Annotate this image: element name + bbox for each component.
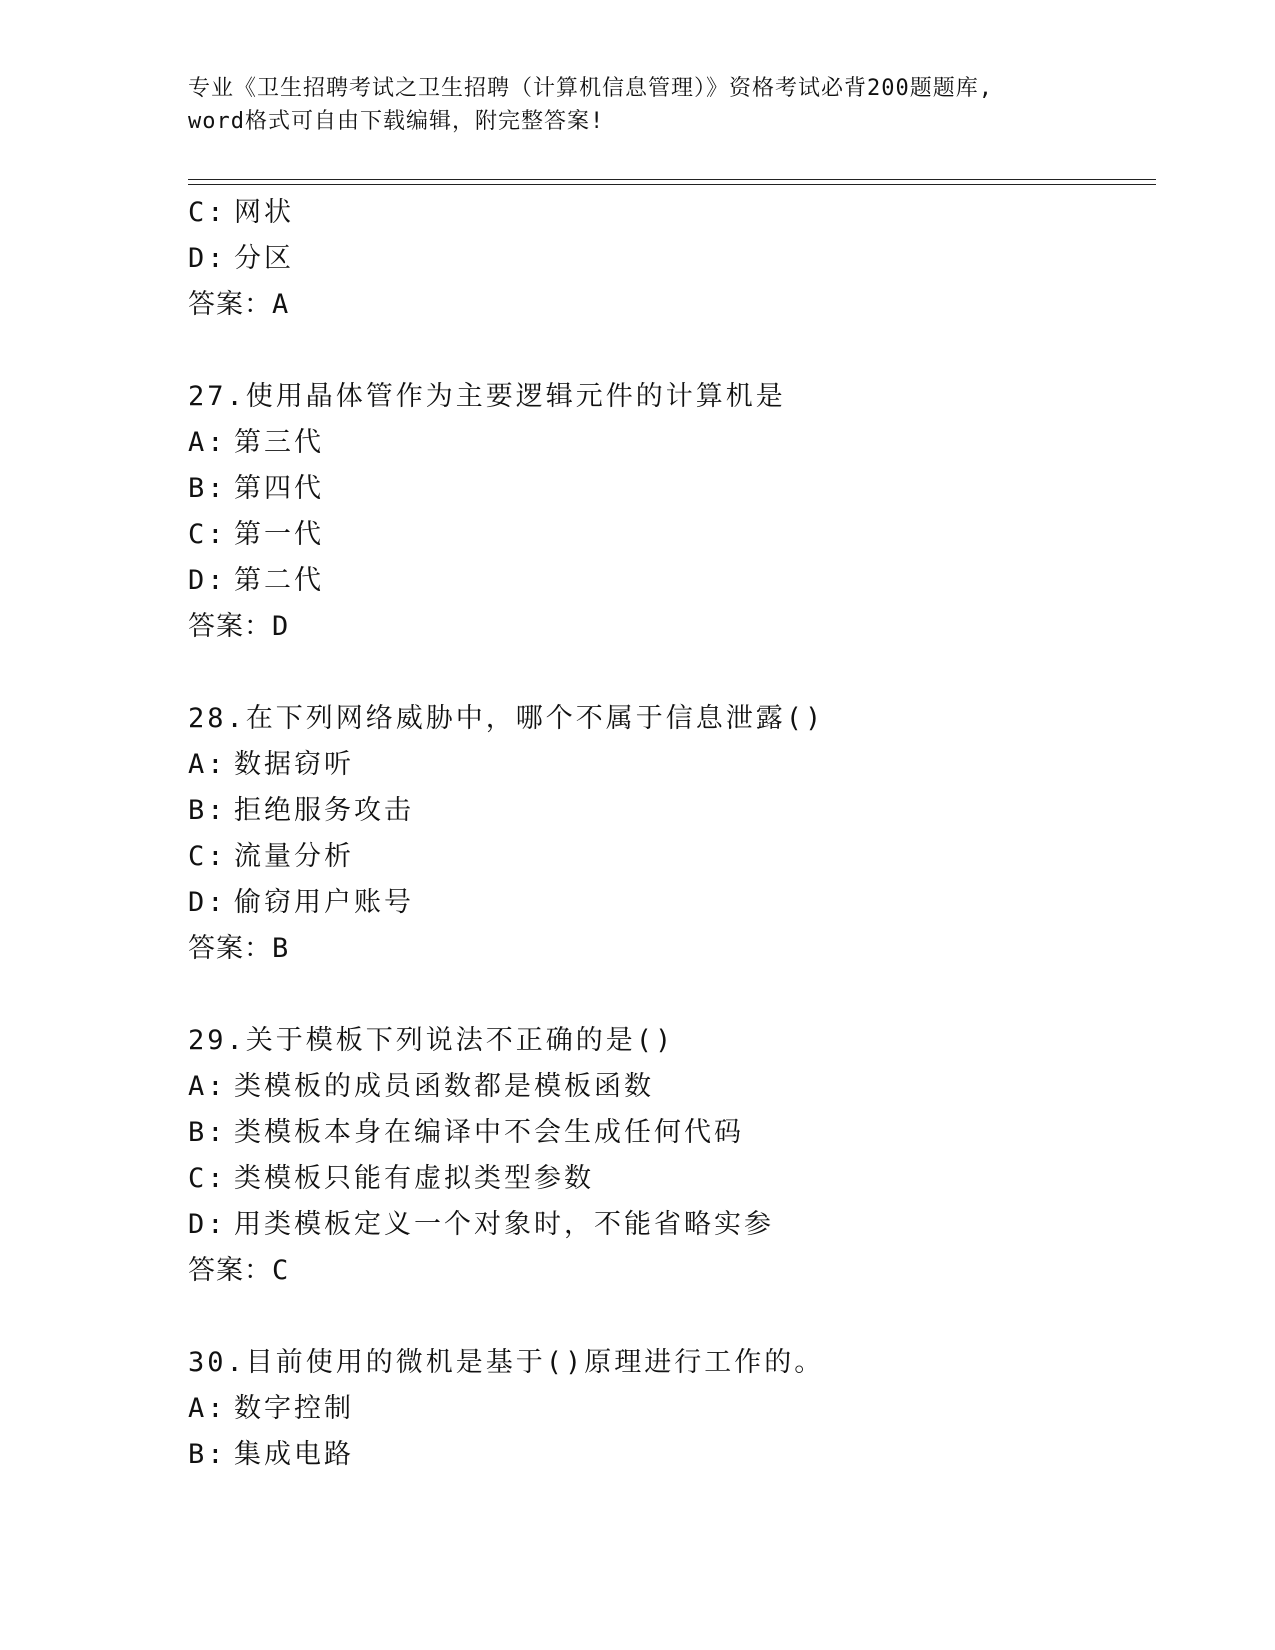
answer-label: 答案：	[188, 611, 272, 642]
answer-value: C	[272, 1255, 290, 1286]
option-text: 网状	[234, 197, 294, 228]
answer-label: 答案：	[188, 1255, 272, 1286]
answer-value: A	[272, 289, 290, 320]
option-d	[188, 1202, 1156, 1248]
option-b	[188, 788, 1156, 834]
option-a	[188, 1386, 1156, 1432]
question-title: 28.在下列网络威胁中，哪个不属于信息泄露()	[188, 703, 825, 734]
option-b	[188, 466, 1156, 512]
option-text: 数字控制	[234, 1393, 354, 1424]
option-text: 类模板只能有虚拟类型参数	[234, 1163, 594, 1194]
option-letter: D:	[188, 243, 227, 274]
option-text: 拒绝服务攻击	[234, 795, 414, 826]
option-d	[188, 558, 1156, 604]
question-27	[188, 374, 1156, 650]
question-title: 30.目前使用的微机是基于()原理进行工作的。	[188, 1347, 825, 1378]
question-title: 27.使用晶体管作为主要逻辑元件的计算机是	[188, 381, 786, 412]
answer-value: B	[272, 933, 290, 964]
option-c	[188, 834, 1156, 880]
option-letter: A:	[188, 427, 227, 458]
document-header	[188, 72, 1088, 138]
answer-value: D	[272, 611, 290, 642]
option-letter: B:	[188, 473, 227, 504]
option-c	[188, 190, 1156, 236]
option-letter: C:	[188, 841, 227, 872]
option-b	[188, 1432, 1156, 1478]
option-letter: D:	[188, 1209, 227, 1240]
option-text: 分区	[234, 243, 294, 274]
option-text: 第一代	[234, 519, 324, 550]
option-text: 第四代	[234, 473, 324, 504]
option-letter: C:	[188, 519, 227, 550]
option-text: 类模板的成员函数都是模板函数	[234, 1071, 654, 1102]
spacer	[188, 650, 1156, 696]
answer-line	[188, 1248, 1156, 1294]
answer-line	[188, 604, 1156, 650]
option-text: 用类模板定义一个对象时，不能省略实参	[234, 1209, 774, 1240]
option-letter: B:	[188, 1439, 227, 1470]
option-letter: A:	[188, 749, 227, 780]
answer-line	[188, 282, 1156, 328]
option-letter: B:	[188, 795, 227, 826]
answer-line	[188, 926, 1156, 972]
question-title: 29.关于模板下列说法不正确的是()	[188, 1025, 675, 1056]
option-letter: A:	[188, 1071, 227, 1102]
header-divider-bottom	[188, 184, 1156, 185]
option-letter: A:	[188, 1393, 227, 1424]
question-list	[188, 190, 1156, 1478]
option-letter: D:	[188, 565, 227, 596]
option-text: 第二代	[234, 565, 324, 596]
option-d	[188, 880, 1156, 926]
option-d	[188, 236, 1156, 282]
option-a	[188, 742, 1156, 788]
answer-label: 答案：	[188, 289, 272, 320]
option-text: 偷窃用户账号	[234, 887, 414, 918]
option-letter: C:	[188, 197, 227, 228]
answer-label: 答案：	[188, 933, 272, 964]
option-letter: D:	[188, 887, 227, 918]
option-text: 第三代	[234, 427, 324, 458]
option-letter: C:	[188, 1163, 227, 1194]
spacer	[188, 328, 1156, 374]
question-30	[188, 1340, 1156, 1478]
option-c	[188, 1156, 1156, 1202]
spacer	[188, 1294, 1156, 1340]
option-c	[188, 512, 1156, 558]
question-28	[188, 696, 1156, 972]
partial-question	[188, 190, 1156, 328]
option-a	[188, 420, 1156, 466]
header-title-line-2: word格式可自由下载编辑，附完整答案!	[188, 109, 605, 134]
option-text: 数据窃听	[234, 749, 354, 780]
option-b	[188, 1110, 1156, 1156]
header-title-line-1: 专业《卫生招聘考试之卫生招聘（计算机信息管理）》资格考试必背200题题库,	[188, 76, 993, 101]
option-text: 流量分析	[234, 841, 354, 872]
header-divider-top	[188, 179, 1156, 180]
spacer	[188, 972, 1156, 1018]
option-text: 集成电路	[234, 1439, 354, 1470]
option-letter: B:	[188, 1117, 227, 1148]
option-a	[188, 1064, 1156, 1110]
option-text: 类模板本身在编译中不会生成任何代码	[234, 1117, 744, 1148]
question-29	[188, 1018, 1156, 1294]
